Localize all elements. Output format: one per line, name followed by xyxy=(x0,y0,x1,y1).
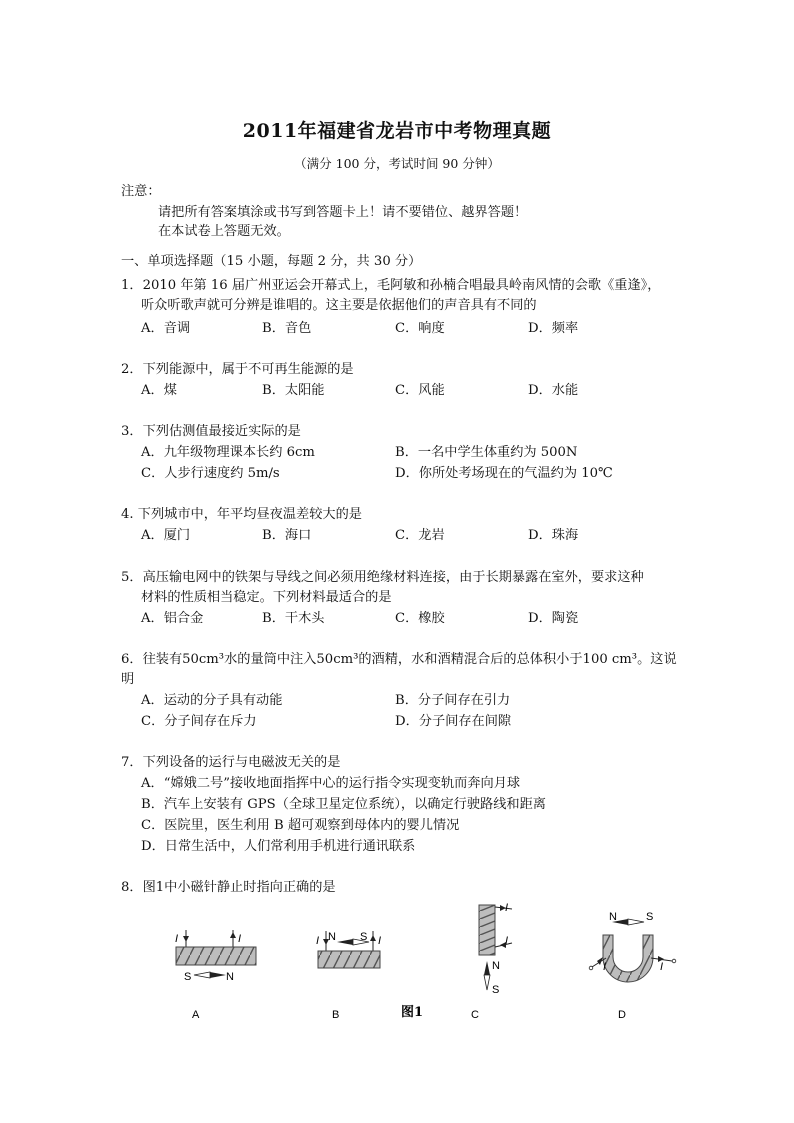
fig-label-d: D xyxy=(618,1009,626,1021)
q1-option-c: C．响度 xyxy=(395,321,445,336)
q5-option-d: D．陶瓷 xyxy=(528,611,579,626)
q1-stem: 1．2010 年第 16 届广州亚运会开幕式上，毛阿敏和孙楠合唱最具岭南风情的会歌《重逢》， xyxy=(121,278,661,293)
q7-option-b: B．汽车上安装有 GPS（全球卫星定位系统），以确定行驶路线和距离 xyxy=(141,797,546,812)
q1-option-d: D．频率 xyxy=(528,321,579,336)
q5-option-c: C．橡胶 xyxy=(395,611,445,626)
fig-a-current-right: I xyxy=(238,933,242,945)
q7-option-d: D．日常生活中，人们常利用手机进行通讯联系 xyxy=(141,839,416,854)
q6-option-b: B．分子间存在引力 xyxy=(395,693,511,708)
q2-option-b: B．太阳能 xyxy=(262,383,325,398)
q3-option-b: B．一名中学生体重约为 500N xyxy=(395,445,578,460)
q1-option-b: B．音色 xyxy=(262,321,312,336)
figure-c-solenoid xyxy=(479,905,512,990)
section-heading: 一、单项选择题（15 小题，每题 2 分，共 30 分） xyxy=(121,254,422,269)
q1-option-a: A．音调 xyxy=(141,321,191,336)
q6-option-c: C．分子间存在斥力 xyxy=(141,714,257,729)
q2-option-c: C．风能 xyxy=(395,383,445,398)
q4-option-d: D．珠海 xyxy=(528,528,579,543)
q7-option-a: A．“嫦娥二号”接收地面指挥中心的运行指令实现变轨而奔向月球 xyxy=(141,776,521,791)
q2-option-d: D．水能 xyxy=(528,383,579,398)
fig-b-current-left: I xyxy=(316,935,320,947)
q7-stem: 7．下列设备的运行与电磁波无关的是 xyxy=(121,755,341,770)
fig-d-current-left: I xyxy=(603,961,607,973)
q1-stem-cont: 听众听歌声就可分辨是谁唱的。这主要是依据他们的声音具有不同的 xyxy=(141,298,537,313)
notice-line-2: 在本试卷上答题无效。 xyxy=(158,224,290,239)
fig-a-current-left: I xyxy=(175,933,179,945)
fig-label-b: B xyxy=(332,1009,340,1021)
fig-c-current-top: I xyxy=(505,902,509,914)
fig-b-current-right: I xyxy=(378,935,382,947)
q4-option-c: C．龙岩 xyxy=(395,528,445,543)
fig-d-south: S xyxy=(646,911,654,923)
fig-b-south: S xyxy=(360,931,368,943)
fig-c-south: S xyxy=(492,984,500,996)
fig-c-current-bottom: I xyxy=(505,935,509,947)
q5-option-b: B．干木头 xyxy=(262,611,325,626)
q7-option-c: C．医院里，医生利用 B 超可观察到母体内的婴儿情况 xyxy=(141,818,460,833)
q3-stem: 3．下列估测值最接近实际的是 xyxy=(121,424,301,439)
notice-line-1: 请把所有答案填涂或书写到答题卡上！请不要错位、越界答题！ xyxy=(158,205,528,220)
fig-a-north: N xyxy=(226,971,234,983)
q6-option-a: A．运动的分子具有动能 xyxy=(141,693,283,708)
q4-option-b: B．海口 xyxy=(262,528,312,543)
fig-d-current-right: I xyxy=(660,961,664,973)
figure-caption: 图1 xyxy=(401,1005,424,1020)
q2-stem: 2．下列能源中，属于不可再生能源的是 xyxy=(121,362,354,377)
q3-option-c: C．人步行速度约 5m/s xyxy=(141,466,280,481)
fig-label-a: A xyxy=(192,1009,200,1021)
fig-c-north: N xyxy=(492,960,500,972)
notice-label: 注意： xyxy=(121,184,161,199)
q3-option-a: A．九年级物理课本长约 6cm xyxy=(141,445,315,460)
fig-label-c: C xyxy=(471,1009,479,1021)
q8-stem: 8．图1中小磁针静止时指向正确的是 xyxy=(121,880,336,895)
q2-option-a: A．煤 xyxy=(141,383,177,398)
fig-d-north: N xyxy=(609,911,617,923)
q5-option-a: A．铝合金 xyxy=(141,611,204,626)
q4-option-a: A．厦门 xyxy=(141,528,191,543)
fig-b-north: N xyxy=(328,931,336,943)
q6-stem: 6．往装有50cm³水的量筒中注入50cm³的酒精，水和酒精混合后的总体积小于100 cm³。这说 xyxy=(121,652,677,667)
fig-a-south: S xyxy=(184,971,192,983)
page-subtitle: （满分 100 分，考试时间 90 分钟） xyxy=(294,156,500,171)
q5-stem-cont: 材料的性质相当稳定。下列材料最适合的是 xyxy=(141,590,392,605)
q6-stem-cont: 明 xyxy=(121,672,135,687)
q4-stem: 4. 下列城市中，年平均昼夜温差较大的是 xyxy=(121,507,362,522)
page-title: 2011年福建省龙岩市中考物理真题 xyxy=(242,120,552,142)
q6-option-d: D．分子间存在间隙 xyxy=(395,714,512,729)
q3-option-d: D．你所处考场现在的气温约为 10℃ xyxy=(395,466,613,481)
figure-1 xyxy=(0,895,794,1035)
q5-stem: 5．高压输电网中的铁架与导线之间必须用绝缘材料连接，由于长期暴露在室外，要求这种 xyxy=(121,570,644,585)
